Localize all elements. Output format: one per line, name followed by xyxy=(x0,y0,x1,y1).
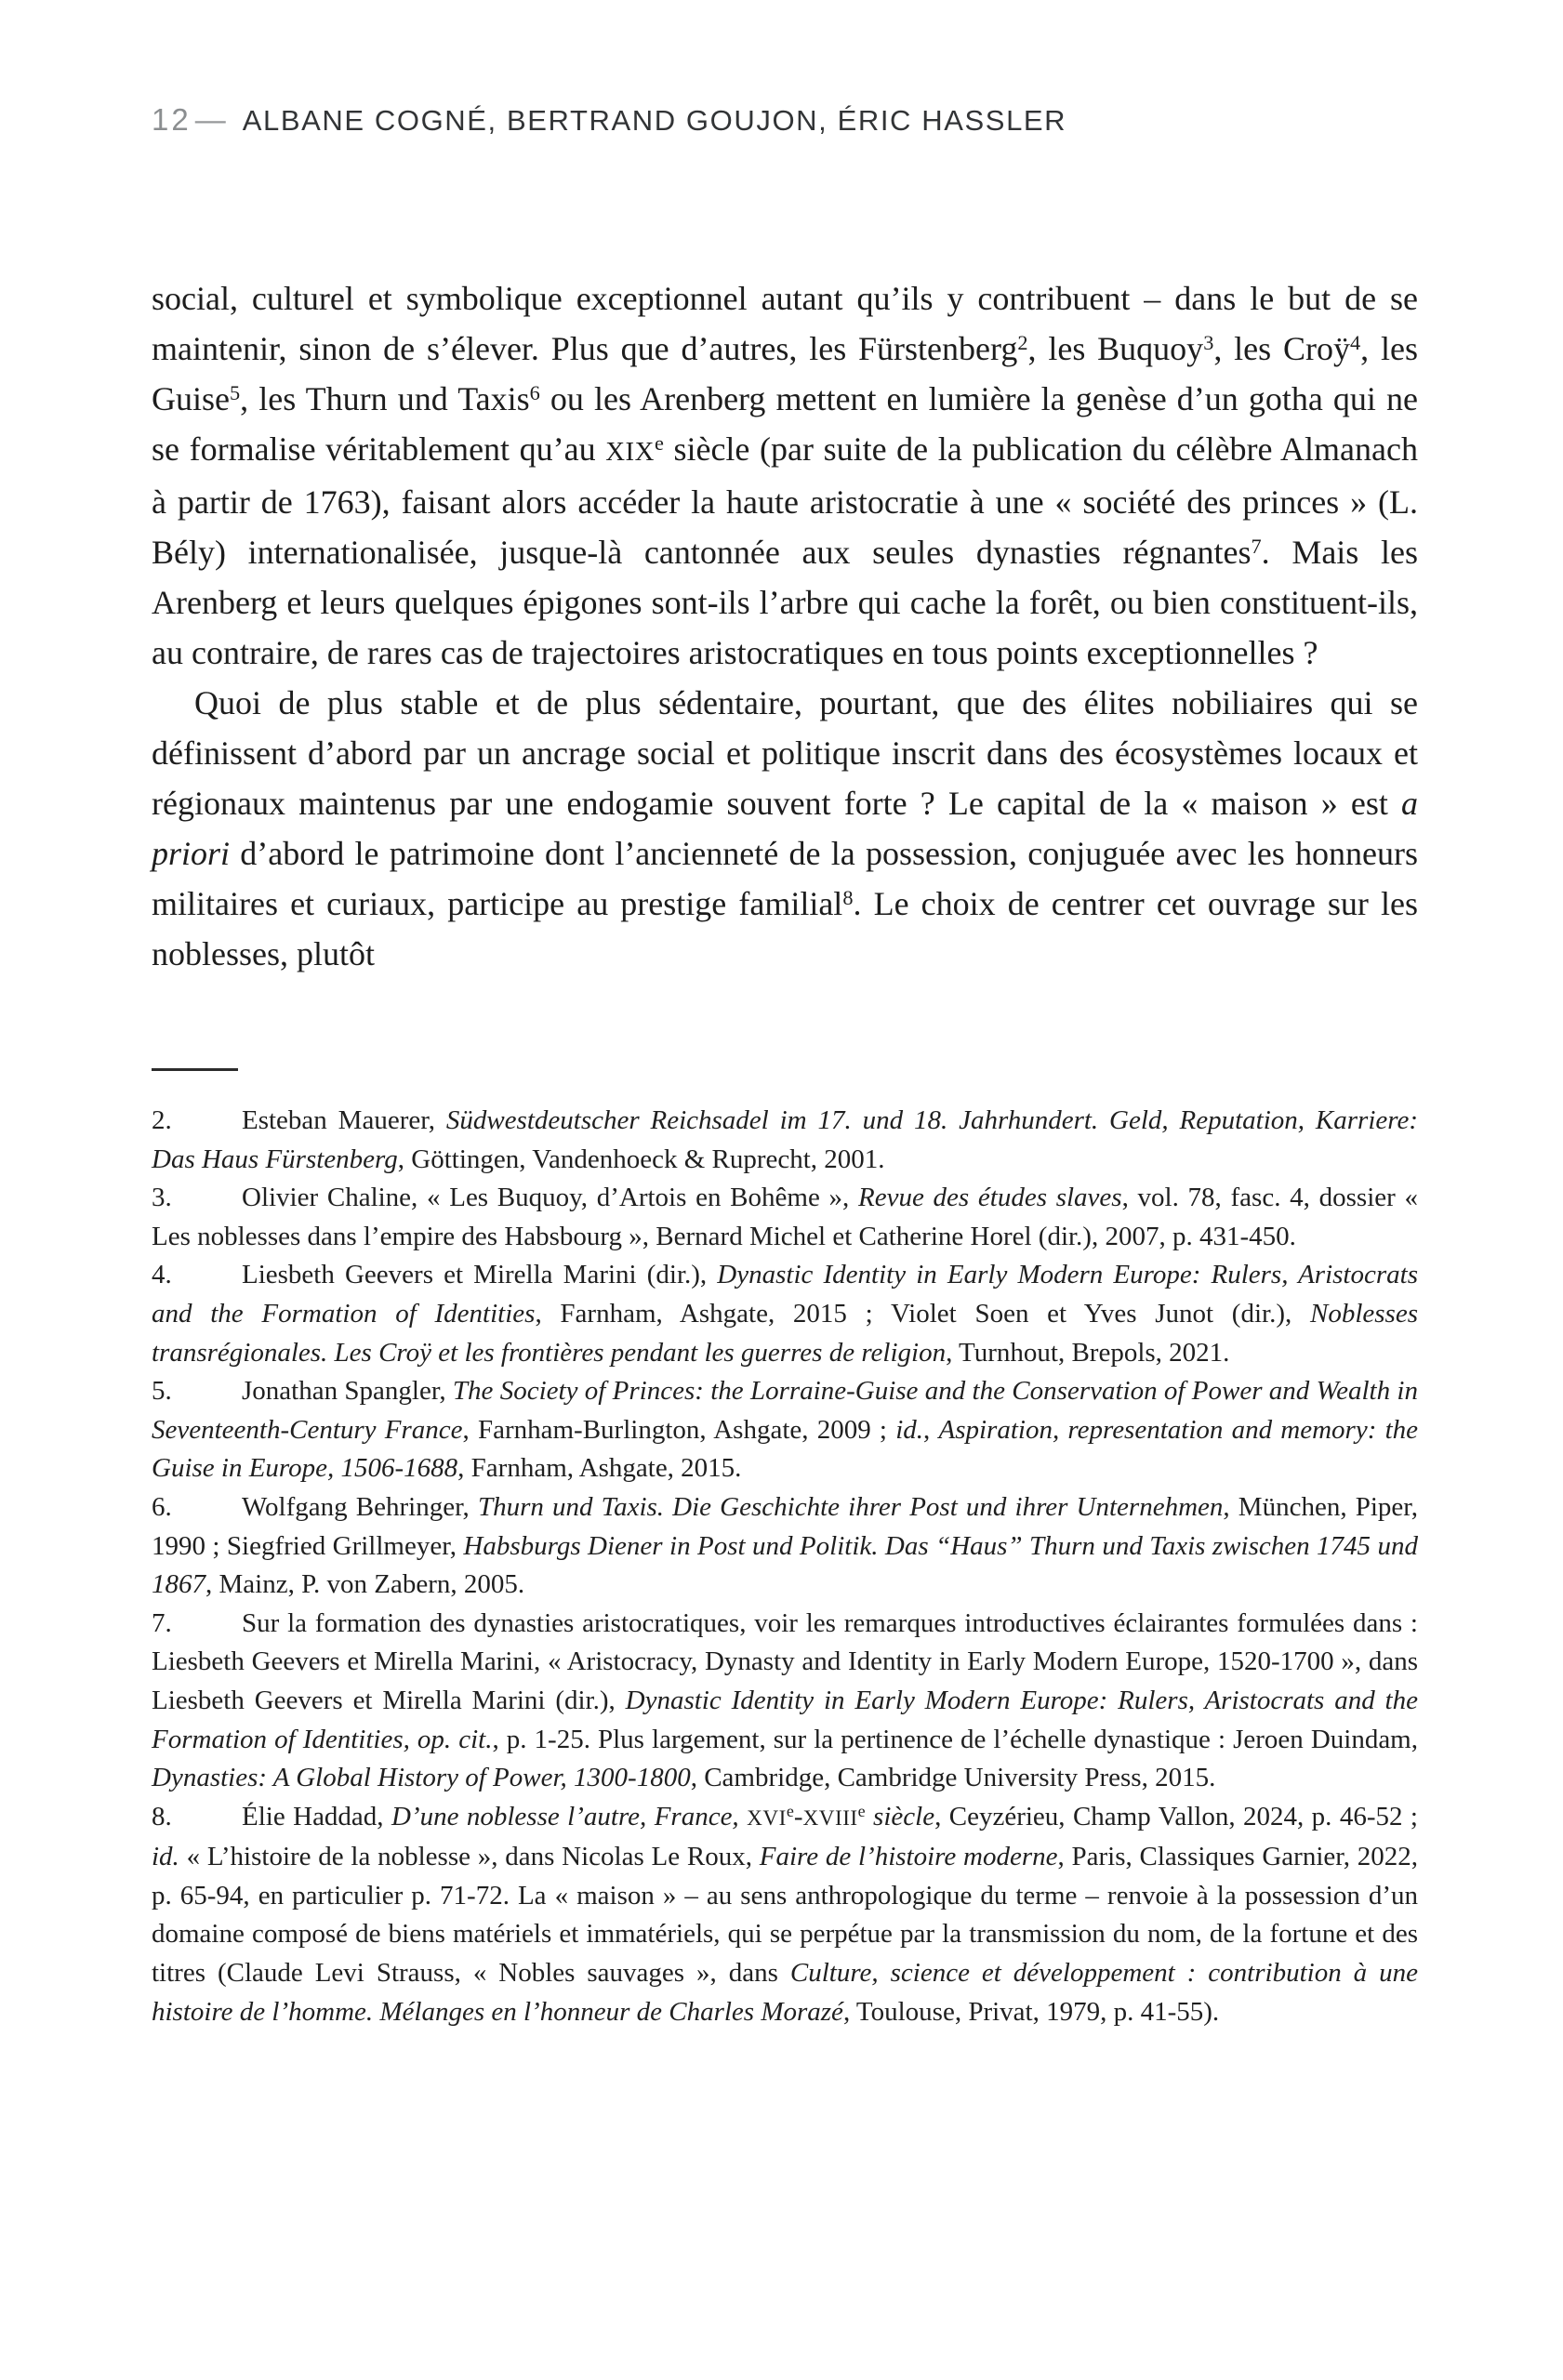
footnote-number: 5. xyxy=(152,1376,172,1407)
footnote xyxy=(152,1372,1418,1488)
footnote-text: Wolfgang Behringer, Thurn und Taxis. Die Geschichte ihrer Post und ihrer Unternehmen, München, Piper, 1990 ; Siegfried Grillmeyer, Habsburgs Diener in Post und Politik. Das “Haus” Thurn und Taxis zwischen 1745 und 1867, Mainz, P. von Zabern, 2005. xyxy=(152,1491,1418,1600)
footnotes xyxy=(152,1102,1418,2031)
footnote xyxy=(152,1605,1418,1798)
footnote-text: Jonathan Spangler, The Society of Princes: the Lorraine-Guise and the Conservation of Power and Wealth in Seventeenth-Century France, Farnham-Burlington, Ashgate, 2009 ; id., Aspiration, representation and memory: the Guise in Europe, 1506-1688, Farnham, Ashgate, 2015. xyxy=(152,1376,1419,1484)
running-header xyxy=(152,102,1066,138)
body-text xyxy=(152,273,1418,979)
body-paragraph: Quoi de plus stable et de plus sédentaire, pourtant, que des élites nobiliaires qui se définissent d’abord par un ancrage social et politique inscrit dans des écosystèmes locaux et régionaux maintenus par une endogamie souvent forte ? Le capital de la « maison » est a priori d’abord le patrimoine dont l’ancienneté de la possession, conjuguée avec les honneurs militaires et curiaux, participe au prestige familial$^8$. Le choix de centrer cet ouvrage sur les noblesses, plutôt xyxy=(152,684,1419,972)
footnote xyxy=(152,1256,1418,1372)
footnote xyxy=(152,1488,1418,1605)
footnote-text: Élie Haddad, D’une noblesse l’autre, France, XVIe-XVIIIe siècle, Ceyzérieu, Champ Vallon, 2024, p. 46-52 ; id. « L’histoire de la noblesse », dans Nicolas Le Roux, Faire de l’histoire moderne, Paris, Classiques Garnier, 2022, p. 65-94, en particulier p. 71-72. La « maison » – au sens anthropologique du terme – renvoie à la possession d’un domaine composé de biens matériels et immatériels, qui se perpétue par la transmission du nom, de la fortune et des titres (Claude Levi Strauss, « Nobles sauvages », dans Culture, science et développement : contribution à une histoire de l’homme. Mélanges en l’honneur de Charles Morazé, Toulouse, Privat, 1979, p. 41-55). xyxy=(152,1801,1419,2027)
footnote-number: 8. xyxy=(152,1801,172,1831)
footnote xyxy=(152,1102,1418,1179)
footnote xyxy=(152,1798,1418,2032)
page-body xyxy=(152,273,1418,2031)
page-number: 12 xyxy=(152,102,192,137)
footnote-text: Sur la formation des dynasties aristocratiques, voir les remarques introductives éclairantes formulées dans : Liesbeth Geevers et Mirella Marini, « Aristocracy, Dynasty and Identity in Early Modern Europe, 1520-1700 », dans Liesbeth Geevers et Mirella Marini (dir.), Dynastic Identity in Early Modern Europe: Rulers, Aristocrats and the Formation of Identities, op. cit., p. 1-25. Plus largement, sur la pertinence de l’échelle dynastique : Jeroen Duindam, Dynasties: A Global History of Power, 1300-1800, Cambridge, Cambridge University Press, 2015. xyxy=(152,1607,1418,1793)
footnote-number: 4. xyxy=(152,1260,172,1290)
body-paragraph: social, culturel et symbolique exceptionnel autant qu’ils y contribuent – dans le but de se maintenir, sinon de s’élever. Plus que d’autres, les Fürstenberg$^2$, les Buquoy$^3$, les Croÿ$^4$, les Guise$^5$, les Thurn und Taxis$^6$ ou les Arenberg mettent en lumière la genèse d’un gotha qui ne se formalise véritablement qu’au XIXe siècle (par suite de la publication du célèbre Almanach à partir de 1763), faisant alors accéder la haute aristocratie à une « société des princes » (L. Bély) internationalisée, jusque-là cantonnée aux seules dynasties régnantes$^7$. Mais les Arenberg et leurs quelques épigones sont-ils l’arbre qui cache la forêt, ou bien constituent-ils, au contraire, de rares cas de trajectoires aristocratiques en tous points exceptionnelles ? xyxy=(152,280,1418,671)
footnote-number: 2. xyxy=(152,1105,172,1135)
footnote-text: Olivier Chaline, « Les Buquoy, d’Artois en Bohême », Revue des études slaves, vol. 78, fasc. 4, dossier « Les noblesses dans l’empire des Habsbourg », Bernard Michel et Catherine Horel (dir.), 2007, p. 431-450. xyxy=(152,1183,1418,1251)
footnote-number: 6. xyxy=(152,1491,172,1522)
footnote xyxy=(152,1179,1418,1256)
footnote-separator xyxy=(152,1068,238,1071)
footnote-number: 3. xyxy=(152,1183,172,1213)
header-dash: — xyxy=(194,102,226,137)
footnote-number: 7. xyxy=(152,1607,172,1638)
footnote-text: Liesbeth Geevers et Mirella Marini (dir.), Dynastic Identity in Early Modern Europe: Rulers, Aristocrats and the Formation of Identities, Farnham, Ashgate, 2015 ; Violet Soen et Yves Junot (dir.), Noblesses transrégionales. Les Croÿ et les frontières pendant les guerres de religion, Turnhout, Brepols, 2021. xyxy=(152,1260,1418,1368)
authors-running-title: ALBANE COGNÉ, BERTRAND GOUJON, ÉRIC HASSLER xyxy=(242,104,1067,137)
footnote-text: Esteban Mauerer, Südwestdeutscher Reichsadel im 17. und 18. Jahrhundert. Geld, Reputation, Karriere: Das Haus Fürstenberg, Göttingen, Vandenhoeck & Ruprecht, 2001. xyxy=(152,1105,1418,1174)
